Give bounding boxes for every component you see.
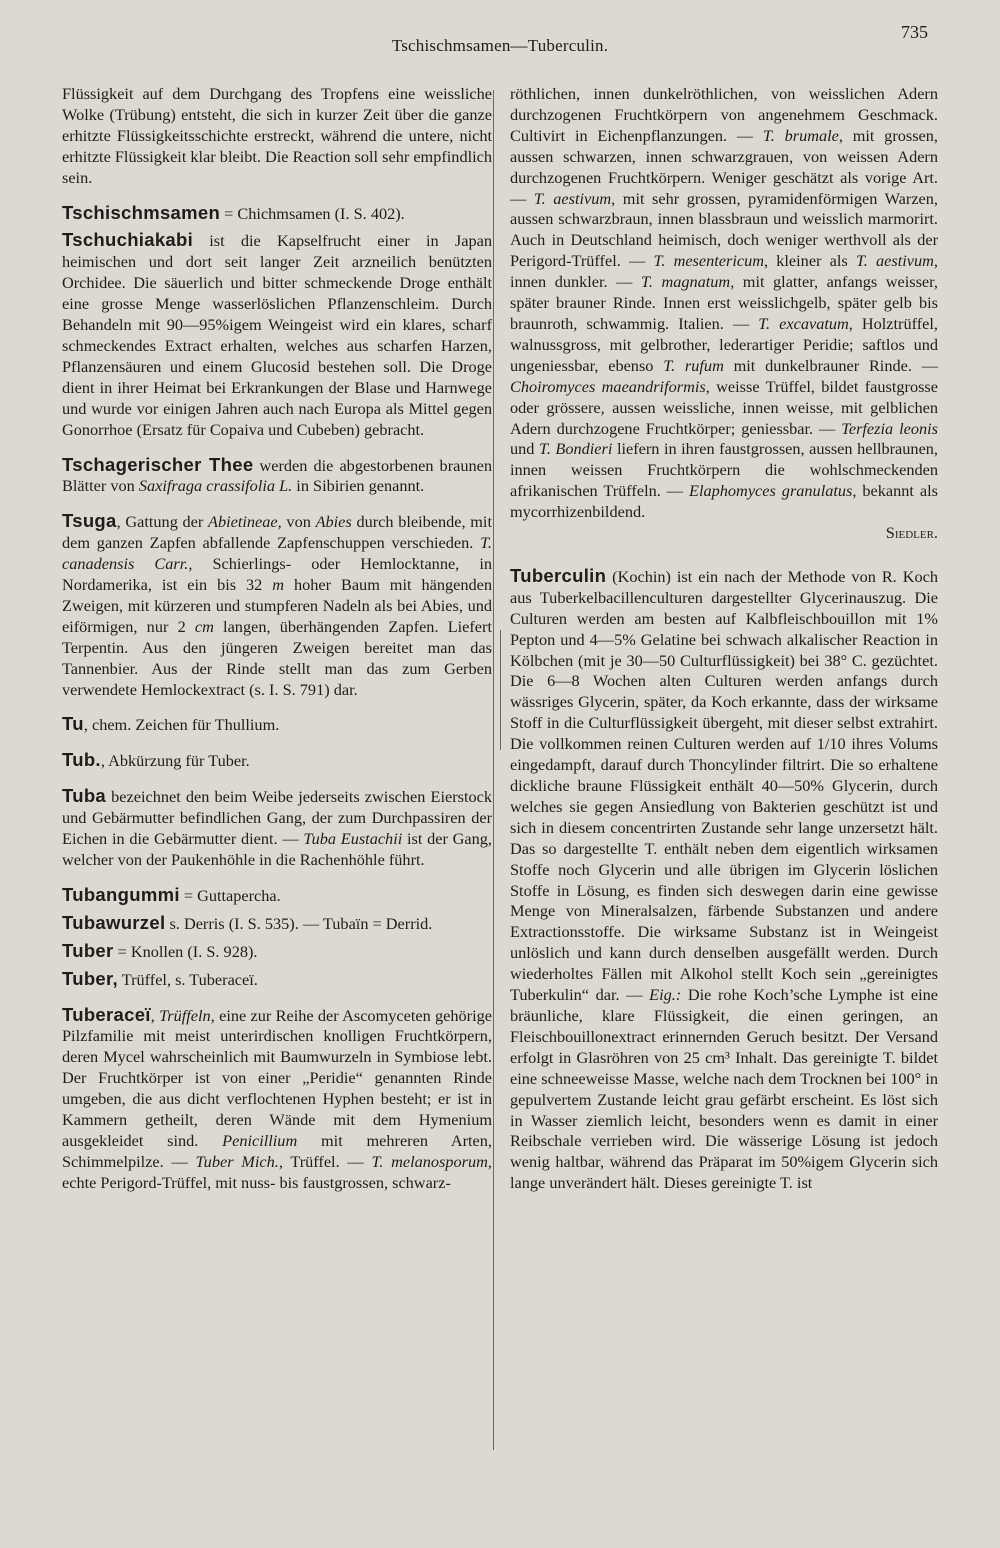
entry-text: , Trüffel. —: [278, 1151, 372, 1171]
page-number: 735: [901, 22, 928, 42]
species-name: Elaphomyces granulatus: [689, 481, 853, 501]
running-title: Tschischmsamen—Tuberculin.: [391, 36, 609, 55]
headword: Tschuchiakabi: [62, 229, 194, 251]
entry-tuber-trueffel: [62, 969, 492, 991]
entry-text: langen, überhängenden Zapfen. Liefert Terpentin. Aus den jüngeren Zweigen bereitet man das Tannenbier. Aus der Rinde stellt man das zum Gerben verwendete Hemlockextract (s. I. S. 791) dar.: [62, 616, 492, 699]
entry-text: mit dunkelbrauner Rinde. —: [723, 355, 938, 375]
entry-tschagerischer-thee: [62, 455, 492, 498]
entry-text: , Holztrüffel, walnussgross, mit gelbrother, lederartiger Peridie; saftlos und ungeniessbar, ebenso: [510, 313, 938, 375]
entry-text: , Gattung der: [116, 512, 209, 532]
taxon-name: Abietineae: [208, 512, 278, 532]
unit: cm: [194, 616, 214, 636]
entry-tu: [62, 714, 492, 736]
species-name: T. excavatum: [758, 313, 849, 333]
entry-text: Trüffel, s. Tuberaceï.: [117, 969, 258, 989]
right-column: [510, 84, 938, 1194]
entry-tub: [62, 750, 492, 772]
entry-text: bezeichnet den beim Weibe jederseits zwischen Eierstock und Gebärmutter befindlichen Gang, der zum Durchpassiren der Eichen in die Gebärmutter dient. —: [62, 787, 492, 849]
column-divider-short: [500, 630, 501, 750]
column-divider: [493, 90, 494, 1450]
entry-text: ist der Gang, welcher von der Paukenhöhle in die Rachenhöhle führt.: [62, 829, 492, 869]
entry-text: , innen dunkler. —: [510, 251, 938, 292]
headword: Tuberculin: [510, 564, 607, 586]
species-name: T. canadensis Carr.: [62, 533, 492, 574]
headword: Tubawurzel: [62, 911, 166, 933]
left-column: [62, 84, 492, 1194]
entry-text: , Abkürzung für Tuber.: [100, 751, 250, 771]
entry-text: = Knollen (I. S. 928).: [113, 941, 258, 961]
taxon-name: Penicillium: [222, 1130, 298, 1150]
entry-tschuchiakabi: [62, 230, 492, 440]
entry-text: ,: [150, 1005, 160, 1025]
species-name: T. aestivum: [533, 188, 612, 208]
headword: Tu: [62, 713, 84, 735]
section-label: Eig.:: [649, 985, 682, 1005]
entry-text: , Schierlings- oder Hemlocktanne, in Nordamerika, ist ein bis 32: [62, 554, 492, 595]
entry-text: liefern in ihren faustgrossen, aussen hellbraunen, innen weissen Fruchtkörpern die wohlschmeckenden afrikanischen Trüffeln. —: [510, 439, 939, 501]
species-name: T. magnatum: [640, 272, 731, 292]
entry-text: mit mehreren Arten, Schimmelpilze. —: [62, 1130, 492, 1171]
entry-tuba: [62, 786, 492, 871]
headword: Tub.: [62, 749, 101, 771]
headword: Tschagerischer Thee: [62, 453, 254, 475]
headword: Tsuga: [62, 510, 117, 532]
entry-text: in Sibirien genannt.: [292, 476, 425, 496]
entry-text: , weisse Trüffel, bildet faustgrosse oder grössere, aussen weissliche, innen weisse, mit gelblichen Adern durchzogene Fruchtkörper; geniessbar. —: [510, 376, 938, 438]
headword: Tuberaceï: [62, 1003, 151, 1025]
entry-text: , kleiner als: [764, 251, 856, 271]
species-name: T. mesentericum: [653, 251, 764, 271]
entry-text: , eine zur Reihe der Ascomyceten gehörige Pilzfamilie mit meist unterirdischen knolligen Fruchtkörpern, deren Mycel wahrscheinlich mit Baumwurzeln in Symbiose lebt. Der Fruchtkörper ist von einer „Peridie“ genannten Rinde umgeben, die aus dicht verflochtenen Hyphen besteht; er ist in Kammern getheilt, deren Wände mit dem Hymenium ausgekleidet sind.: [62, 1005, 492, 1150]
headword: Tubangummi: [62, 883, 180, 905]
headword: Tuber,: [62, 967, 118, 989]
entry-tubangummi: [62, 885, 492, 907]
entry-text: (Kochin) ist ein nach der Methode von R. Koch aus Tuberkelbacillenculturen dargestellter Glycerinauszug. Die Culturen werden am besten auf Kalbfleischbouillon mit 1% Pepton und 4—5% Gelatine bei schwach alkalischer Reaction in Kölbchen (mit je 30—50 Culturflüssigkeit) bei 38° C. gezüchtet. Die 6—8 Wochen alten Culturen werden anfangs durch wässriges Glycerin, später, da Koch erkannte, dass der wirksame Stoff in die Culturflüssigkeit übergeht, mit dieser selbst extrahirt. Die vollkommen reinen Culturen werden auf 1/10 ihres Volums eingedampft, darauf durch Thoncylinder filtrirt. Die so erhaltene dickliche braune Flüssigkeit enthält 40—50% Glycerin, durch welches sie gegen Ansiedlung von Bakterien geschützt ist und sich in diesem concentrirten Zustande sehr lange unzersetzt hält. Das so dargestellte T. enthält neben dem eigentlich wirksamen Stoffe noch Glycerin und alle übrigen im Glycerin löslichen Stoffe in Lösung, es finden sich deswegen darin eine gewisse Menge von Mineralsalzen, färbende Substanzen und andere Extractionsstoffe. Die wirksame Substanz ist in Weingeist unlöslich und kann durch denselben ausgefällt werden. Durch wiederholtes Fällen mit Alkohol stellt Koch sein „gereinigtes Tuberkulin“ dar. —: [510, 566, 938, 1005]
headword: Tschischmsamen: [62, 201, 221, 223]
entry-text: durch bleibende, mit dem ganzen Zapfen abfallende Zapfenschuppen verschieden.: [62, 512, 492, 553]
headword: Tuba: [62, 785, 107, 807]
species-name: T. brumale: [762, 125, 839, 145]
entry-text: und: [510, 439, 539, 459]
species-name: T. aestivum: [855, 251, 934, 271]
entry-tuber-knollen: [62, 941, 492, 963]
author-signature: Siedler.: [885, 523, 938, 543]
entry-text: , von: [277, 512, 316, 532]
entry-text: = Guttapercha.: [179, 885, 281, 905]
entry-text: , mit grossen, aussen schwarzen, innen schwarzgrauen, von weissen Adern durchzogenen Fruchtkörpern. Weniger geschätzt als vorige Art. —: [510, 125, 938, 208]
entry-tuberacei: [62, 1005, 492, 1194]
unit: m: [272, 575, 285, 595]
headword: Tuber: [62, 939, 114, 961]
entry-text: röthlichen, innen dunkelröthlichen, von weisslichen Adern durchzogenen Fruchtkörpern von angenehmem Geschmack. Cultivirt in Eichenpflanzungen. —: [510, 84, 938, 145]
entry-text: s. Derris (I. S. 535). — Tubaïn = Derrid.: [165, 913, 433, 933]
entry-tschischmsamen: [62, 203, 492, 225]
taxon-name: Tuber Mich.: [195, 1151, 279, 1171]
continued-paragraph: [510, 84, 938, 523]
species-name: T. rufum: [663, 355, 724, 375]
entry-text: Die rohe Koch’sche Lymphe ist eine bräunliche, klare Flüssigkeit, die einen geringen, an Fleischbouillonextract erinnernden Geruch besitzt. Der Versand erfolgt in Glasröhren von 25 cm³ Inhalt. Das gereinigte T. bildet eine schneeweisse Masse, welche nach dem Trocknen bei 100° in gepulvertem Zustande leicht grau gefärbt erscheint. Es löst sich in Wasser ziemlich leicht, besonders wenn es damit in einer Reibschale verrieben wird. Die wässerige Lösung ist jedoch wenig haltbar, während das Präparat im 50%igem Glycerin sich lange unverändert hält. Dieses gereinigte T. ist: [510, 985, 939, 1193]
entry-tuberculin: [510, 566, 938, 1194]
continued-paragraph: Flüssigkeit auf dem Durchgang des Tropfens eine weissliche Wolke (Trübung) entsteht, die sich in kurzer Zeit über die ganze erhitzte Flüssigkeitsschichte erstreckt, während die untere, nicht erhitzte Flüssigkeit klar bleibt. Die Reaction soll sehr empfindlich sein.: [62, 84, 492, 187]
entry-text: , bekannt als mycorrhizenbildend.: [510, 481, 939, 522]
species-name: Saxifraga crassifolia L.: [138, 476, 293, 496]
species-name: Choiromyces maeandriformis: [510, 376, 706, 396]
entry-text: werden die abgestorbenen braunen Blätter von: [62, 455, 492, 496]
entry-text: , mit sehr grossen, pyramidenförmigen Warzen, aussen schwarzbraun, innen blassbraun und weisslich marmorirt. Auch in Deutschland heimisch, doch weniger werthvoll als der Perigord-Trüffel. —: [510, 188, 938, 271]
taxon-name: Abies: [315, 512, 352, 532]
term-name: Tuba Eustachii: [303, 829, 403, 849]
entry-tsuga: [62, 511, 492, 700]
entry-text: , echte Perigord-Trüffel, mit nuss- bis faustgrossen, schwarz-: [62, 1151, 492, 1192]
entry-text: , chem. Zeichen für Thullium.: [83, 715, 280, 735]
entry-text: ist die Kapselfrucht einer in Japan heimischen und dort seit langer Zeit arzneilich benützten Orchidee. Die säuerlich und bitter schmeckende Droge enthält eine grosse Menge wasserlöslichen Pflanzenschleim. Durch Behandeln mit 90—95%igem Weingeist wird ein klares, scharf schmeckendes Extract erhalten, welches aus scharfen Harzen, Pflanzensäuren und einem Glucosid bestehen soll. Die Droge dient in ihrer Heimat bei Erkrankungen der Blase und Harnwege und wurde vor einigen Jahren auch nach Europa als Mittel gegen Gonorrhoe (Ersatz für Copaiva und Cubeben) gebracht.: [62, 231, 492, 439]
entry-text: = Chichmsamen (I. S. 402).: [220, 203, 405, 223]
species-name: Terfezia leonis: [841, 418, 938, 438]
species-name: T. melanosporum: [371, 1151, 488, 1171]
term-name: Trüffeln: [159, 1005, 211, 1025]
entry-tubawurzel: [62, 913, 492, 935]
species-name: T. Bondieri: [538, 439, 613, 459]
entry-text: hoher Baum mit hängenden Zweigen, mit kürzeren und stumpferen Nadeln als bei Abies, und eiförmigen, nur 2: [62, 575, 492, 636]
entry-text: , mit glatter, anfangs weisser, später brauner Rinde. Innen erst weisslichgelb, später gelb bis braunroth, schwammig. Italien. —: [510, 272, 938, 333]
